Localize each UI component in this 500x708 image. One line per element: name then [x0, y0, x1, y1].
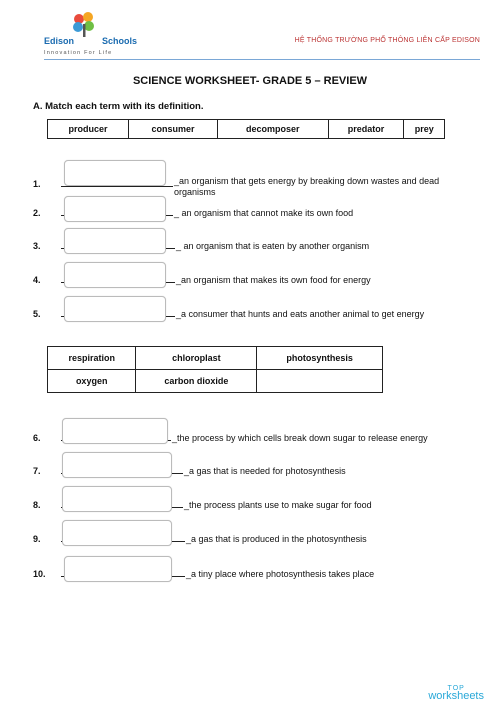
- answer-box-2[interactable]: [64, 196, 166, 222]
- edison-schools-logo: [44, 10, 144, 60]
- question-number: 8.: [33, 500, 41, 510]
- topworksheets-logo: [428, 685, 484, 702]
- question-definition: _the process plants use to make sugar for food: [184, 500, 372, 510]
- word-bank-term: producer: [48, 120, 129, 139]
- question-number: 1.: [33, 179, 41, 189]
- school-system-name: HỆ THỐNG TRƯỜNG PHỔ THÔNG LIÊN CẤP EDISON: [294, 37, 480, 44]
- answer-box-5[interactable]: [64, 296, 166, 322]
- question-number: 6.: [33, 433, 41, 443]
- logo-name-edison: Edison: [44, 36, 75, 46]
- answer-box-7[interactable]: [62, 452, 172, 478]
- question-number: 3.: [33, 241, 41, 251]
- question-definition: _a tiny place where photosynthesis takes place: [186, 569, 375, 579]
- answer-box-6[interactable]: [62, 418, 168, 444]
- word-bank-term: carbon dioxide: [136, 370, 257, 393]
- answer-box-8[interactable]: [62, 486, 172, 512]
- answer-box-10[interactable]: [64, 556, 172, 582]
- question-definition: _a gas that is produced in the photosynthesis: [186, 534, 367, 544]
- question-definition: _an organism that gets energy by breaking down wastes and dead organisms: [174, 176, 440, 197]
- page-header: [0, 0, 500, 64]
- word-bank-term: prey: [404, 120, 445, 139]
- question-number: 2.: [33, 208, 41, 218]
- question-definition: _the process by which cells break down sugar to release energy: [172, 433, 428, 443]
- question-number: 9.: [33, 534, 41, 544]
- question-number: 5.: [33, 309, 41, 319]
- worksheet-title: SCIENCE WORKSHEET- GRADE 5 – REVIEW: [132, 75, 368, 87]
- question-definition: _ an organism that cannot make its own food: [174, 208, 354, 218]
- question-number: 7.: [33, 466, 41, 476]
- answer-box-9[interactable]: [62, 520, 172, 546]
- header-divider: [44, 59, 480, 60]
- section-a-heading: A. Match each term with its definition.: [33, 101, 204, 112]
- word-bank-term: respiration: [48, 347, 136, 370]
- word-bank-term: predator: [328, 120, 404, 139]
- word-bank-term-empty: [257, 370, 383, 393]
- word-bank-term: chloroplast: [136, 347, 257, 370]
- word-bank-1: [47, 119, 445, 139]
- logo-tagline: Innovation For Life: [44, 50, 113, 56]
- question-number: 4.: [33, 275, 41, 285]
- word-bank-term: photosynthesis: [257, 347, 383, 370]
- answer-box-1[interactable]: [64, 160, 166, 186]
- logo-wordmark: [44, 36, 144, 46]
- footer-top-text: TOP: [447, 685, 465, 692]
- word-bank-2: [47, 346, 383, 393]
- question-definition: _ an organism that is eaten by another organism: [176, 241, 370, 251]
- word-bank-term: oxygen: [48, 370, 136, 393]
- word-bank-term: consumer: [129, 120, 218, 139]
- answer-box-4[interactable]: [64, 262, 166, 288]
- question-definition: _a gas that is needed for photosynthesis: [184, 466, 346, 476]
- question-definition: _an organism that makes its own food for energy: [176, 275, 371, 285]
- footer-worksheets-text: worksheets: [428, 690, 484, 702]
- answer-box-3[interactable]: [64, 228, 166, 254]
- logo-name-schools: Schools: [102, 36, 138, 46]
- question-number: 10.: [33, 569, 46, 579]
- word-bank-term: decomposer: [218, 120, 328, 139]
- tree-logo-icon: [70, 10, 98, 38]
- question-definition: _a consumer that hunts and eats another animal to get energy: [176, 309, 425, 319]
